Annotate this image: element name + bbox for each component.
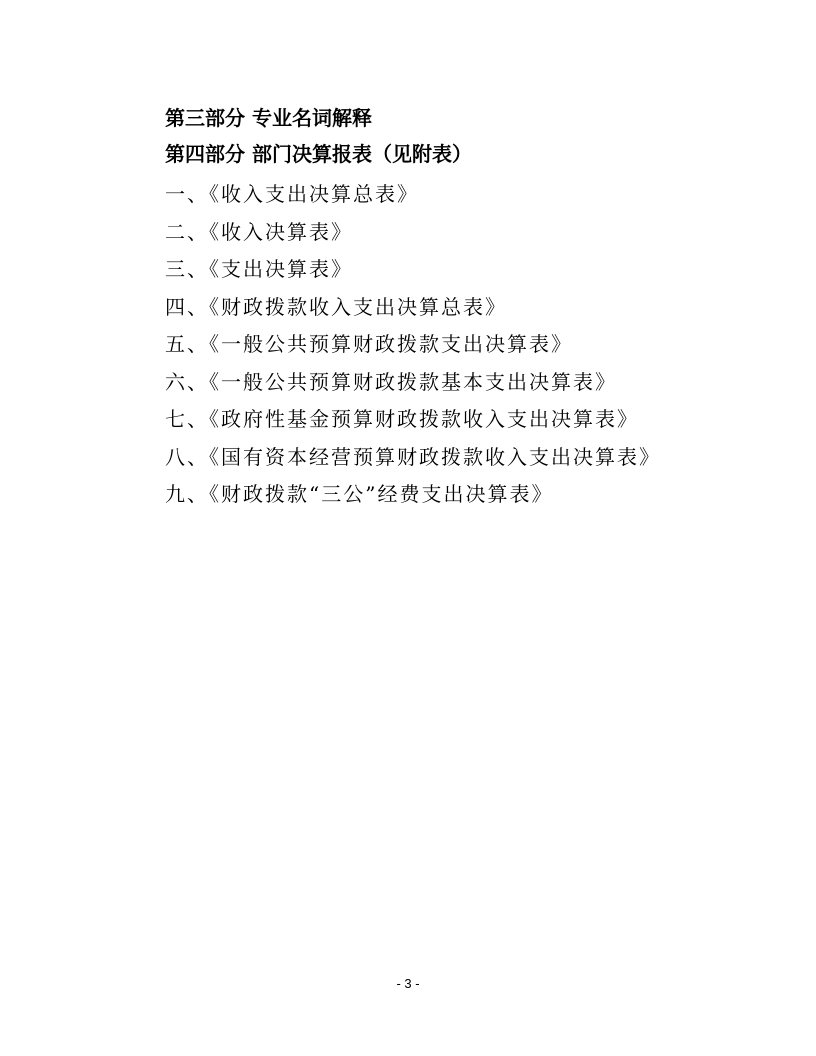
list-item: 四、《财政拨款收入支出决算总表》 xyxy=(165,294,507,319)
report-table-list xyxy=(165,176,776,514)
page-content xyxy=(165,100,776,514)
list-item: 五、《一般公共预算财政拨款支出决算表》 xyxy=(165,332,573,356)
list-item: 三、《支出决算表》 xyxy=(165,257,353,281)
list-item: 一、《收入支出决算总表》 xyxy=(165,182,419,206)
list-item: 八、《国有资本经营预算财政拨款收入支出决算表》 xyxy=(165,444,661,469)
list-item: 七、《政府性基金预算财政拨款收入支出决算表》 xyxy=(165,407,639,431)
part4-heading: 第四部分 部门决算报表（见附表） xyxy=(165,142,472,166)
list-item: 九、《财政拨款“三公”经费支出决算表》 xyxy=(165,482,554,506)
list-item: 二、《收入决算表》 xyxy=(165,219,353,244)
part3-heading: 第三部分 专业名词解释 xyxy=(165,106,372,130)
page-number: - 3 - xyxy=(396,976,420,991)
list-item: 六、《一般公共预算财政拨款基本支出决算表》 xyxy=(165,369,617,394)
